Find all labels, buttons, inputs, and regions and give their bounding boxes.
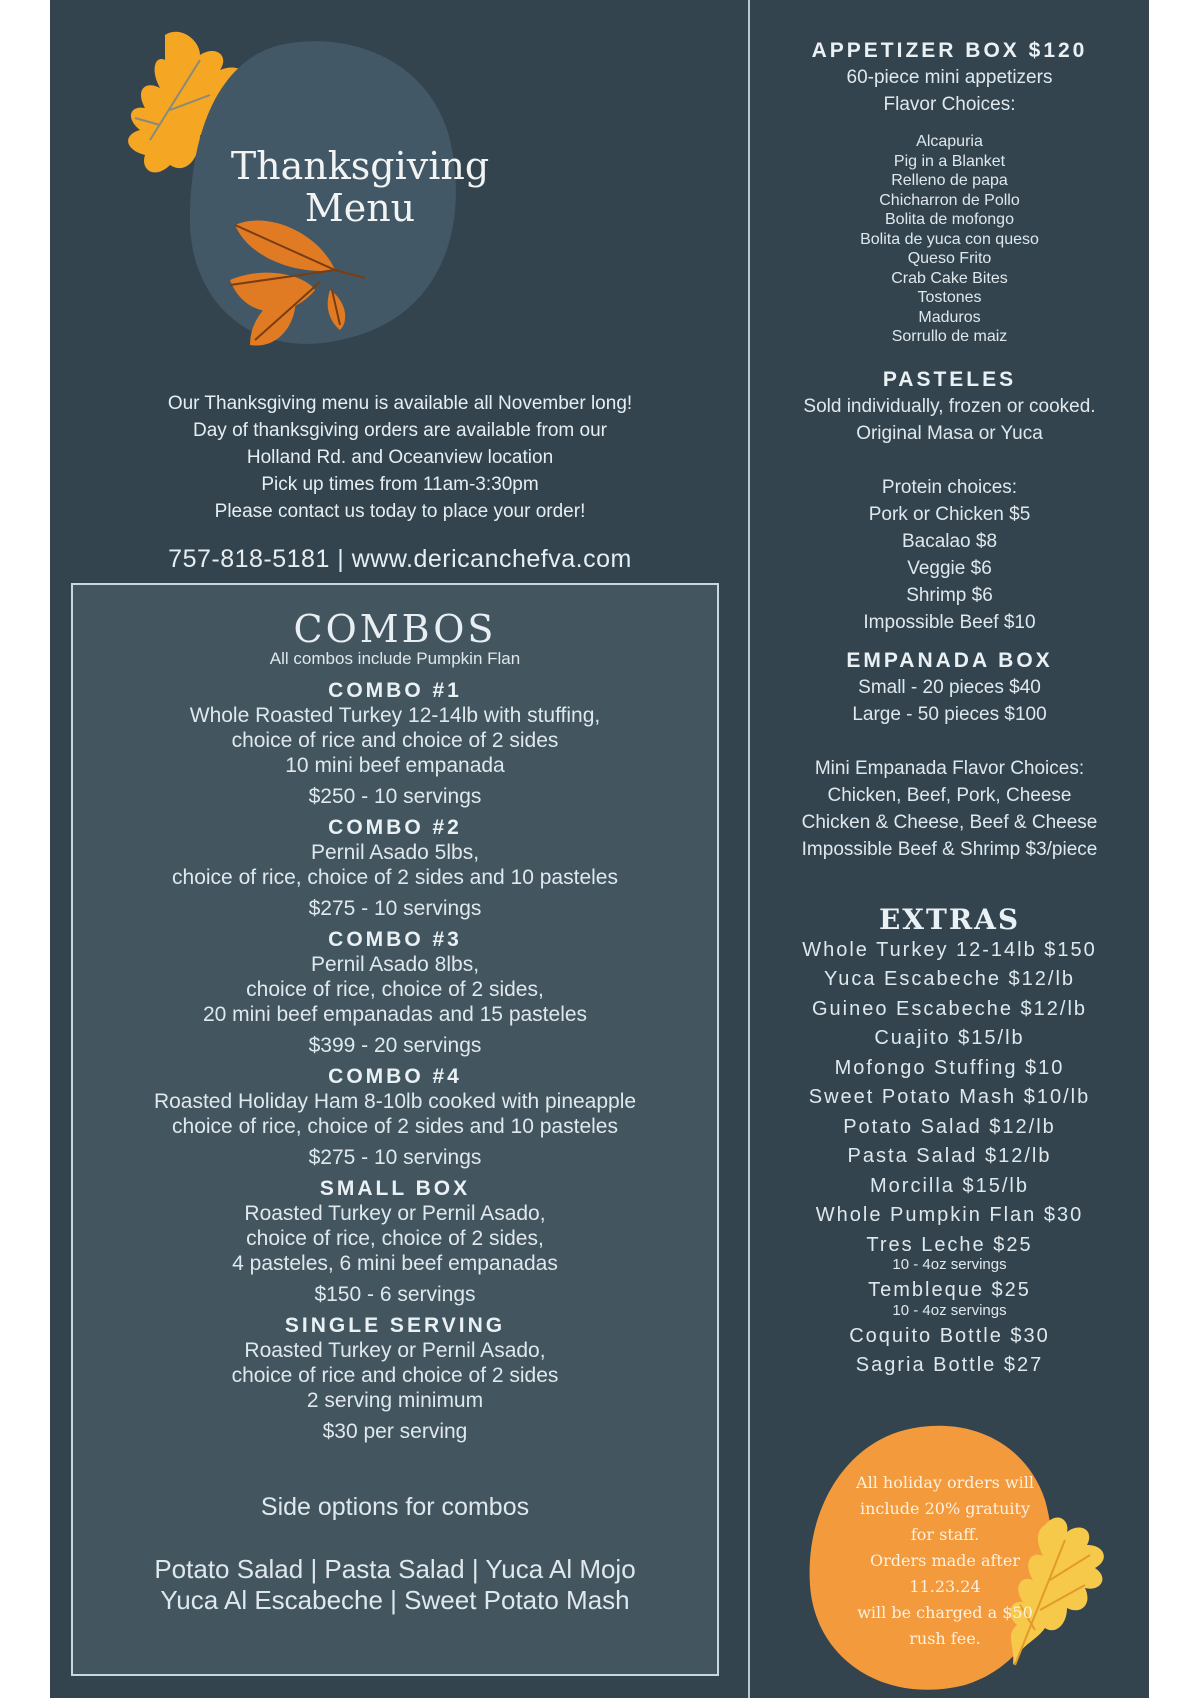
combo-desc: 20 mini beef empanadas and 15 pasteles xyxy=(202,1003,588,1026)
extra-note: 10 - 4oz servings xyxy=(892,1256,1007,1273)
notice-line: Orders made after xyxy=(870,1551,1020,1570)
appetizer-box-title: APPETIZER BOX $120 xyxy=(811,39,1088,62)
list-item: Veggie $6 xyxy=(907,557,992,579)
list-item: Maduros xyxy=(918,308,981,326)
list-item: Bolita de mofongo xyxy=(885,211,1014,228)
intro-line: Day of thanksgiving orders are available from our xyxy=(193,420,607,441)
combo-desc: 10 mini beef empanada xyxy=(285,754,505,777)
empanada-small: Small - 20 pieces $40 xyxy=(858,676,1041,698)
combo-item xyxy=(73,679,717,810)
combo-name: COMBO #4 xyxy=(328,1065,462,1088)
empanada-flavor-label: Mini Empanada Flavor Choices: xyxy=(814,757,1085,779)
list-item: Shrimp $6 xyxy=(906,584,993,606)
list-item: Pig in a Blanket xyxy=(893,152,1006,170)
extra-item: Cuajito $15/lb xyxy=(874,1027,1025,1049)
combo-name: COMBO #3 xyxy=(328,928,462,951)
intro-line: Pick up times from 11am-3:30pm xyxy=(261,474,539,495)
combo-price: $275 - 10 servings xyxy=(308,897,482,920)
extra-item: Potato Salad $12/lb xyxy=(843,1115,1056,1138)
combo-item xyxy=(73,1177,717,1308)
combo-desc: Roasted Holiday Ham 8-10lb cooked with pineapple xyxy=(153,1090,637,1113)
list-item: Chicken & Cheese, Beef & Cheese xyxy=(801,811,1098,833)
appetizer-flavor-label: Flavor Choices: xyxy=(883,94,1016,115)
combo-name: SMALL BOX xyxy=(319,1177,471,1200)
pasteles-section xyxy=(750,367,1149,636)
combo-item xyxy=(73,816,717,922)
extra-item: Sagria Bottle $27 xyxy=(855,1354,1044,1376)
extra-note: 10 - 4oz servings xyxy=(892,1301,1007,1319)
extras-title: EXTRAS xyxy=(878,902,1021,936)
combo-item xyxy=(73,1314,717,1445)
intro-text xyxy=(110,390,690,525)
list-item: Queso Frito xyxy=(907,250,992,267)
list-item: Chicharron de Pollo xyxy=(879,191,1020,209)
combos-subtitle: All combos include Pumpkin Flan xyxy=(269,649,521,668)
combo-name: SINGLE SERVING xyxy=(284,1314,506,1337)
combo-desc: choice of rice, choice of 2 sides, xyxy=(246,978,544,1001)
extra-item: Coquito Bottle $30 xyxy=(849,1324,1050,1347)
combo-desc: 4 pasteles, 6 mini beef empanadas xyxy=(232,1252,558,1275)
combo-price: $250 - 10 servings xyxy=(308,785,482,808)
combos-title: COMBOS xyxy=(293,607,497,651)
combo-desc: choice of rice, choice of 2 sides and 10 pasteles xyxy=(172,866,618,889)
notice-line: rush fee. xyxy=(909,1629,981,1648)
extra-item: Tembleque $25 xyxy=(868,1279,1031,1301)
sides-label: Side options for combos xyxy=(260,1493,530,1521)
combo-desc: choice of rice, choice of 2 sides, xyxy=(246,1227,544,1250)
sides-line: Yuca Al Escabeche | Sweet Potato Mash xyxy=(160,1585,630,1615)
pasteles-title: PASTELES xyxy=(882,367,1017,391)
list-item: Relleno de papa xyxy=(891,172,1008,189)
list-item: Bacalao $8 xyxy=(901,530,998,552)
intro-line: Our Thanksgiving menu is available all November long! xyxy=(167,393,633,414)
notice-line: will be charged a $50 xyxy=(857,1603,1033,1622)
intro-line: Please contact us today to place your order! xyxy=(214,501,586,522)
extra-item: Sweet Potato Mash $10/lb xyxy=(808,1086,1091,1108)
title-line-2: Menu xyxy=(304,186,416,230)
menu-poster xyxy=(50,0,1149,1698)
combos-section xyxy=(71,583,719,1676)
list-item: Alcapuria xyxy=(916,133,983,150)
combo-desc: choice of rice and choice of 2 sides xyxy=(231,729,559,752)
hero-header xyxy=(50,0,748,390)
extra-item: Whole Pumpkin Flan $30 xyxy=(815,1204,1084,1226)
notice-line: include 20% gratuity xyxy=(860,1499,1030,1518)
combo-desc: choice of rice and choice of 2 sides xyxy=(231,1364,559,1387)
combo-price: $399 - 20 servings xyxy=(308,1034,482,1057)
appetizer-box-section xyxy=(750,38,1149,347)
list-item: Chicken, Beef, Pork, Cheese xyxy=(827,784,1072,806)
empanada-box-section xyxy=(750,648,1149,863)
extra-item: Morcilla $15/lb xyxy=(870,1174,1029,1197)
extra-item: Guineo Escabeche $12/lb xyxy=(811,997,1088,1020)
combo-desc: 2 serving minimum xyxy=(306,1389,484,1412)
notice-line: for staff. xyxy=(910,1525,980,1544)
protein-label: Protein choices: xyxy=(881,476,1018,498)
list-item: Bolita de yuca con queso xyxy=(860,230,1039,248)
combo-price: $150 - 6 servings xyxy=(314,1283,476,1306)
combo-desc: Roasted Turkey or Pernil Asado, xyxy=(244,1202,546,1225)
extra-item: Whole Turkey 12-14lb $150 xyxy=(802,938,1097,961)
contact-info: 757-818-5181 | www.dericanchefva.com xyxy=(168,545,632,573)
menu-title xyxy=(200,145,520,229)
appetizer-subtitle: 60-piece mini appetizers xyxy=(846,67,1053,88)
combo-item xyxy=(73,928,717,1059)
list-item: Impossible Beef $10 xyxy=(863,611,1036,633)
right-column xyxy=(750,0,1149,1381)
combo-desc: Whole Roasted Turkey 12-14lb with stuffing, xyxy=(189,704,601,727)
combo-desc: Pernil Asado 5lbs, xyxy=(310,841,480,864)
combo-desc: choice of rice, choice of 2 sides and 10 pasteles xyxy=(172,1115,618,1138)
pasteles-desc: Original Masa or Yuca xyxy=(856,422,1043,444)
sides-list xyxy=(73,1554,717,1616)
list-item: Pork or Chicken $5 xyxy=(868,503,1031,525)
empanada-large: Large - 50 pieces $100 xyxy=(852,703,1047,725)
gratuity-rush-notice xyxy=(850,1470,1040,1652)
combo-name: COMBO #2 xyxy=(328,816,462,839)
appetizer-flavor-list xyxy=(750,132,1149,347)
notice-line: All holiday orders will xyxy=(856,1473,1034,1492)
list-item: Impossible Beef & Shrimp $3/piece xyxy=(801,838,1098,860)
combo-name: COMBO #1 xyxy=(328,679,462,702)
extra-item: Mofongo Stuffing $10 xyxy=(834,1056,1065,1079)
combo-desc: Pernil Asado 8lbs, xyxy=(310,953,480,976)
notice-line: 11.23.24 xyxy=(909,1577,981,1596)
combo-desc: Roasted Turkey or Pernil Asado, xyxy=(244,1339,546,1362)
combo-price: $275 - 10 servings xyxy=(308,1146,482,1169)
title-line-1: Thanksgiving xyxy=(230,144,490,188)
list-item: Sorrullo de maiz xyxy=(891,328,1008,345)
extra-item: Pasta Salad $12/lb xyxy=(847,1145,1052,1167)
intro-line: Holland Rd. and Oceanview location xyxy=(246,447,554,468)
list-item: Tostones xyxy=(917,289,982,306)
extras-section xyxy=(750,903,1149,1381)
extra-item: Tres Leche $25 xyxy=(866,1233,1033,1256)
extra-item: Yuca Escabeche $12/lb xyxy=(823,968,1076,990)
sides-line: Potato Salad | Pasta Salad | Yuca Al Mojo xyxy=(154,1554,636,1584)
combo-item xyxy=(73,1065,717,1171)
pasteles-desc: Sold individually, frozen or cooked. xyxy=(803,395,1096,417)
empanada-box-title: EMPANADA BOX xyxy=(846,648,1053,672)
list-item: Crab Cake Bites xyxy=(891,269,1008,287)
combo-price: $30 per serving xyxy=(322,1420,468,1443)
